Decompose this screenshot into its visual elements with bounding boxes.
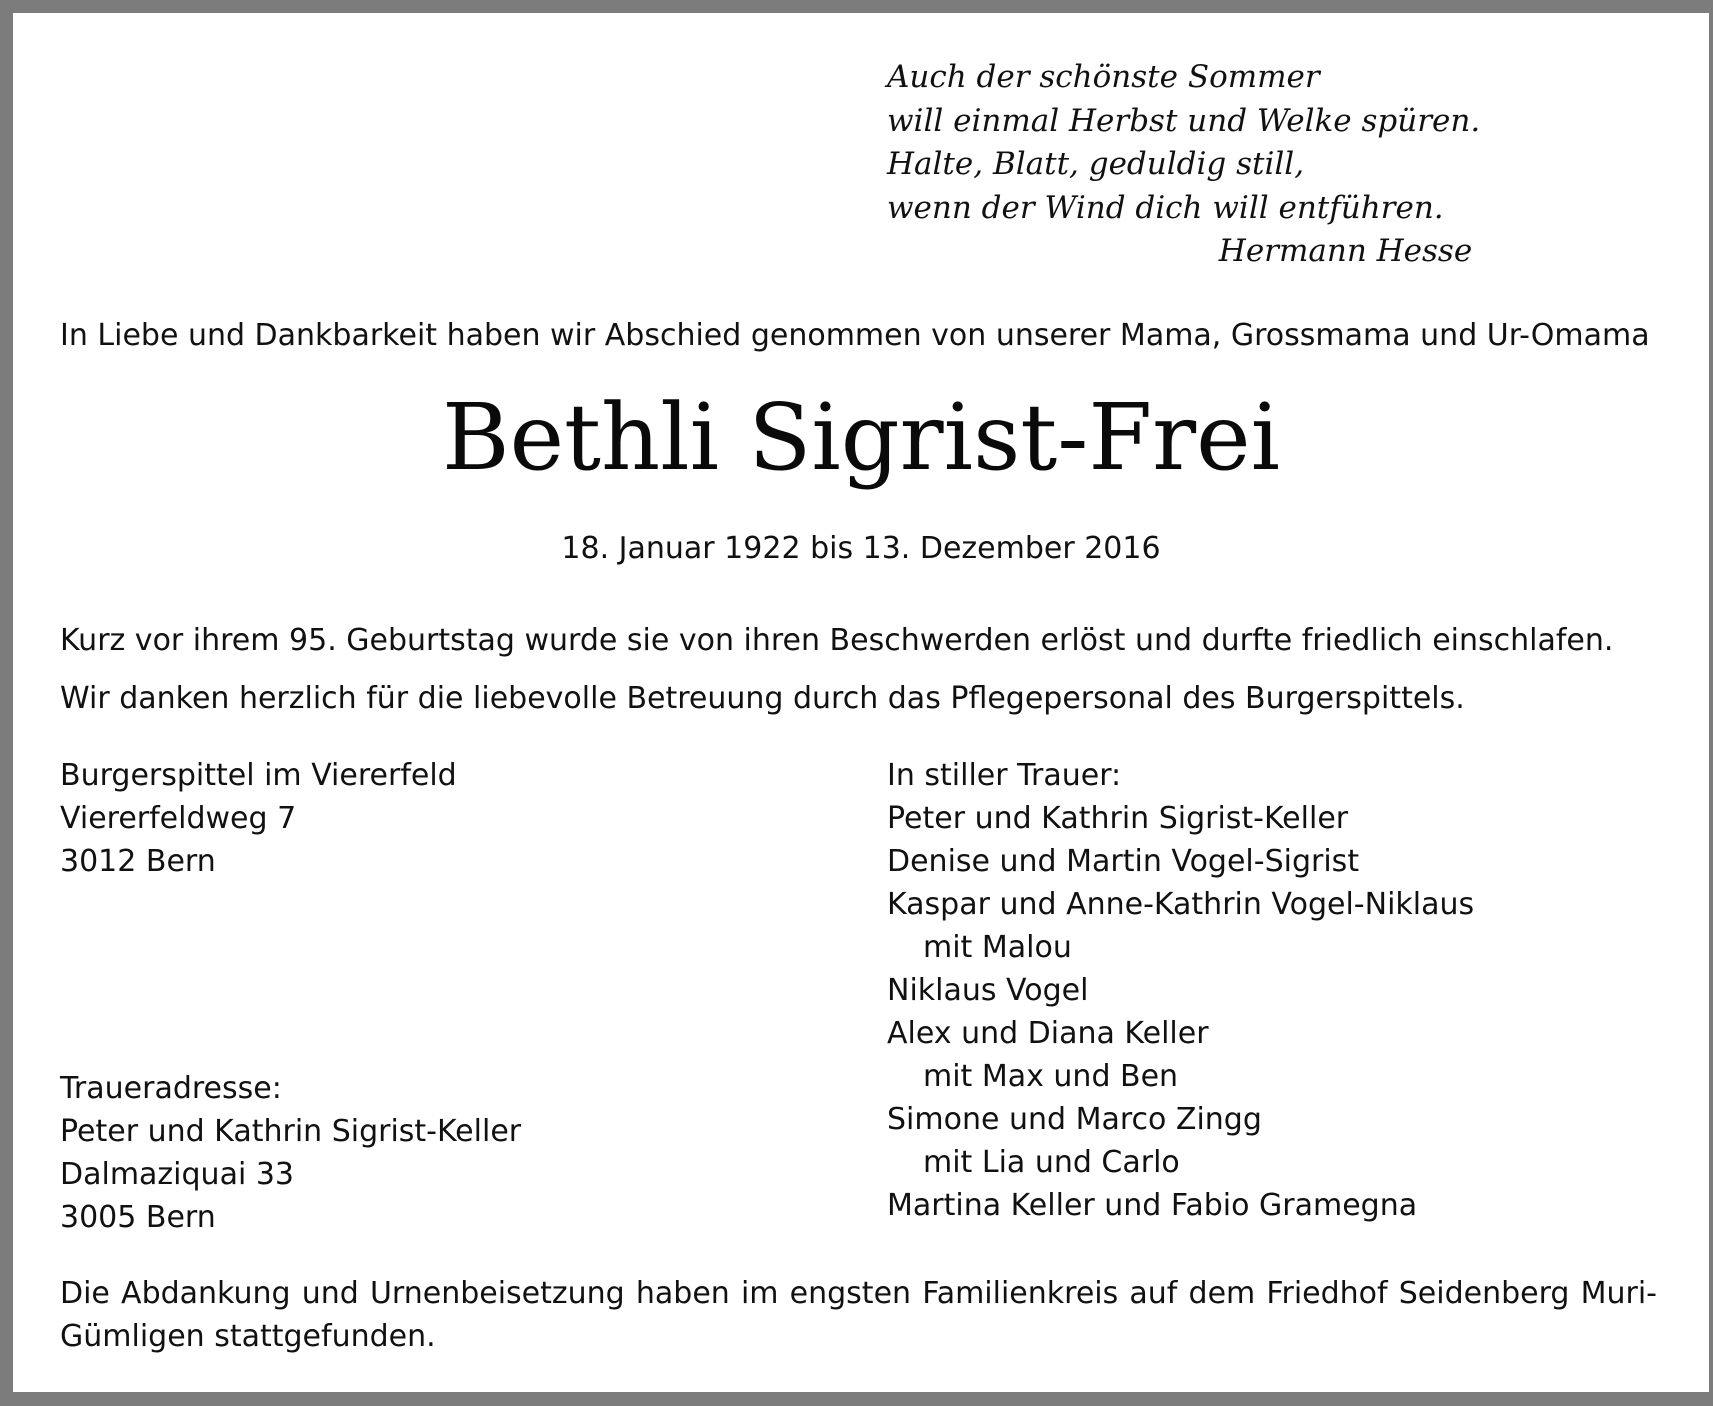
paragraph: Kurz vor ihrem 95. Geburtstag wurde sie von ihren Beschwerden erlöst und durfte friedlich einschlafen.	[60, 623, 1614, 658]
mourner-entry: mit Max und Ben	[923, 1059, 1179, 1094]
address-line: Burgerspittel im Viererfeld	[60, 758, 457, 793]
poem-author: Hermann Hesse	[1218, 233, 1473, 269]
address-line: Viererfeldweg 7	[60, 801, 297, 836]
closing-text: Die Abdankung und Urnenbeisetzung haben im engsten Familienkreis auf dem Friedhof Seidenberg Muri-Gümligen stattgefunden.	[60, 1276, 1657, 1354]
poem-line: wenn der Wind dich will entführen.	[887, 189, 1444, 226]
mourners-heading: In stiller Trauer:	[887, 758, 1122, 793]
poem-line: Halte, Blatt, geduldig still,	[887, 146, 1305, 182]
residence-address	[60, 754, 457, 883]
address-line: Peter und Kathrin Sigrist-Keller	[60, 1114, 522, 1149]
paragraph: Wir danken herzlich für die liebevolle Betreuung durch das Pflegepersonal des Burgerspittels.	[60, 681, 1465, 716]
mourner-entry: mit Malou	[923, 930, 1072, 965]
mourner-entry: Kaspar und Anne-Kathrin Vogel-Niklaus	[887, 887, 1475, 922]
mourner-entry: Denise und Martin Vogel-Sigrist	[887, 844, 1360, 879]
life-dates: 18. Januar 1922 bis 13. Dezember 2016	[561, 531, 1161, 566]
intro-text: In Liebe und Dankbarkeit haben wir Abschied genommen von unserer Mama, Grossmama und Ur-Omama	[60, 318, 1650, 353]
address-line: Dalmaziquai 33	[60, 1157, 294, 1192]
mourner-entry: mit Lia und Carlo	[923, 1145, 1180, 1180]
mourning-address	[60, 1067, 521, 1239]
address-line: 3012 Bern	[60, 844, 216, 879]
mourner-entry: Simone und Marco Zingg	[887, 1102, 1262, 1137]
poem-line: Auch der schönste Sommer	[887, 59, 1320, 95]
mourner-entry: Martina Keller und Fabio Gramegna	[887, 1188, 1418, 1223]
poem-line: will einmal Herbst und Welke spüren.	[887, 102, 1481, 139]
mourning-address-heading: Traueradresse:	[60, 1071, 282, 1106]
mourners-list	[887, 754, 1474, 1227]
deceased-name: Bethli Sigrist-Frei	[441, 384, 1281, 491]
obituary-card	[13, 13, 1709, 1392]
mourner-entry: Alex und Diana Keller	[887, 1016, 1209, 1051]
poem-block	[887, 56, 1480, 274]
mourner-entry: Niklaus Vogel	[887, 973, 1089, 1008]
address-line: 3005 Bern	[60, 1200, 216, 1235]
mourner-entry: Peter und Kathrin Sigrist-Keller	[887, 801, 1349, 836]
